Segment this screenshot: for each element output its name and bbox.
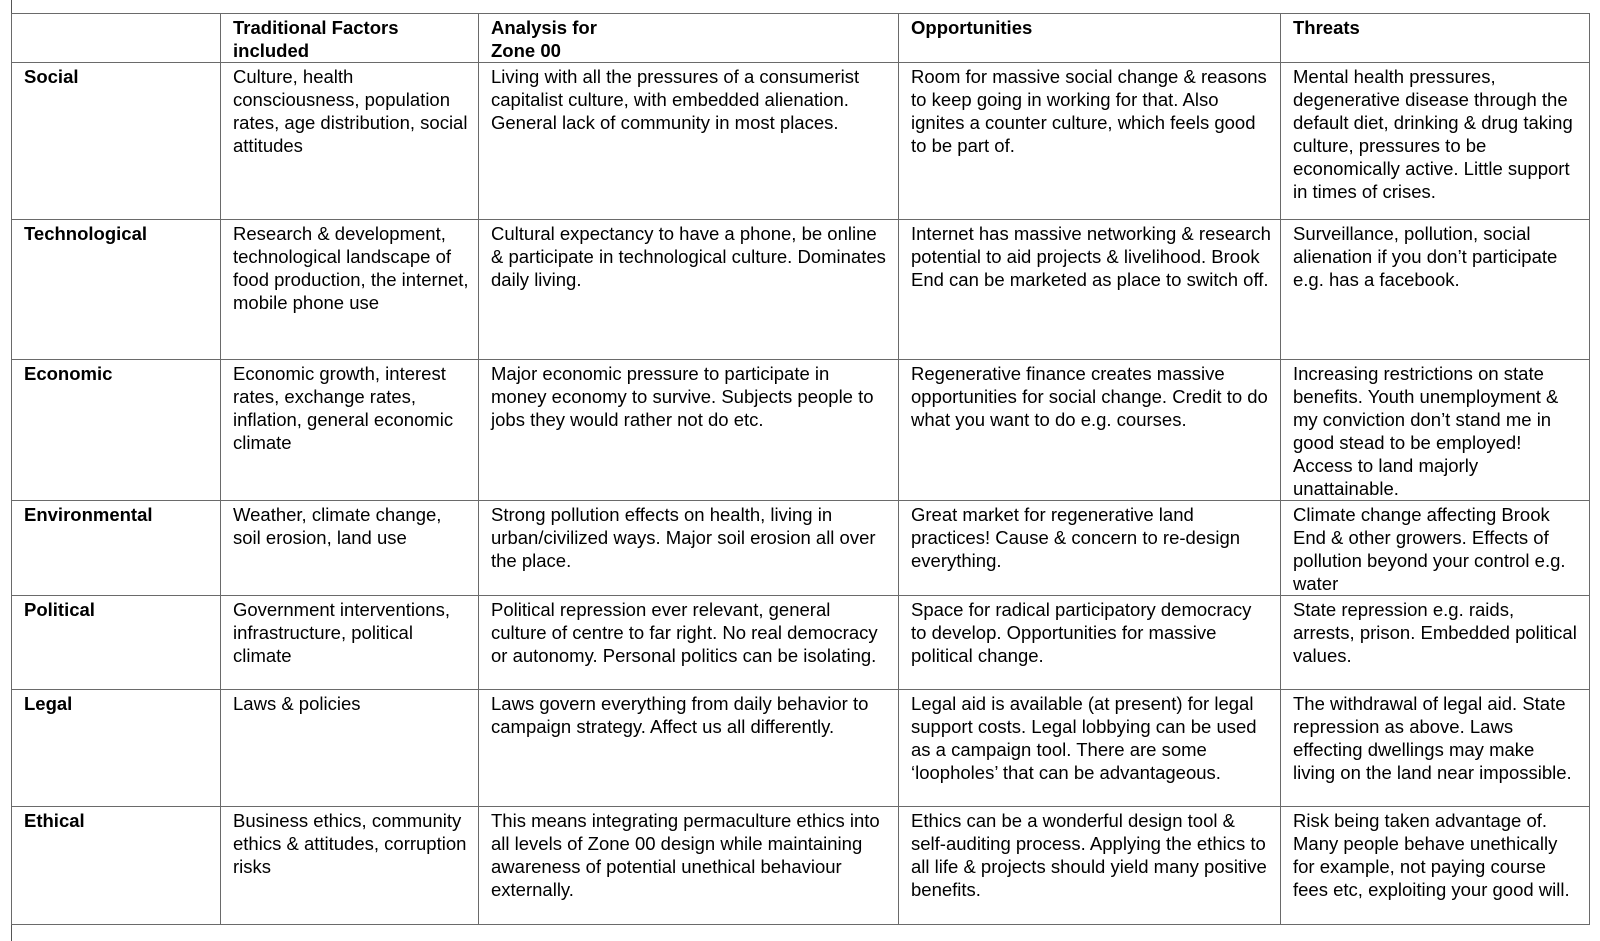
- threats-cell: Climate change affecting Brook End & other growers. Effects of pollution beyond your control e.g. water: [1281, 501, 1590, 596]
- traditional-factors-cell: Culture, health consciousness, population rates, age distribution, social attitudes: [221, 63, 479, 220]
- table-row-political: [12, 596, 1590, 690]
- left-margin-line-top: [11, 0, 12, 14]
- traditional-factors-cell: Research & development, technological landscape of food production, the internet, mobile phone use: [221, 220, 479, 360]
- opportunities-cell: Space for radical participatory democracy to develop. Opportunities for massive political change.: [899, 596, 1281, 690]
- traditional-factors-cell: Laws & policies: [221, 690, 479, 807]
- header-opportunities: Opportunities: [899, 14, 1281, 63]
- table-row-legal: [12, 690, 1590, 807]
- row-factor-label: Legal: [12, 690, 221, 807]
- analysis-cell: Cultural expectancy to have a phone, be online & participate in technological culture. Dominates daily living.: [479, 220, 899, 360]
- threats-cell: Surveillance, pollution, social alienation if you don’t participate e.g. has a facebook.: [1281, 220, 1590, 360]
- opportunities-cell: Legal aid is available (at present) for legal support costs. Legal lobbying can be used as a campaign tool. There are some ‘loopholes’ that can be advantageous.: [899, 690, 1281, 807]
- row-factor-label: Political: [12, 596, 221, 690]
- opportunities-cell: Great market for regenerative land practices! Cause & concern to re-design everything.: [899, 501, 1281, 596]
- analysis-cell: Laws govern everything from daily behavior to campaign strategy. Affect us all differently.: [479, 690, 899, 807]
- header-analysis: [479, 14, 899, 63]
- row-factor-label: Social: [12, 63, 221, 220]
- threats-cell: Increasing restrictions on state benefits. Youth unemployment & my conviction don’t stand me in good stead to be employed! Access to land majorly unattainable.: [1281, 360, 1590, 501]
- table-row-environmental: [12, 501, 1590, 596]
- header-row: [12, 14, 1590, 63]
- analysis-cell: Political repression ever relevant, general culture of centre to far right. No real democracy or autonomy. Personal politics can be isolating.: [479, 596, 899, 690]
- analysis-cell: Living with all the pressures of a consumerist capitalist culture, with embedded alienation. General lack of community in most places.: [479, 63, 899, 220]
- threats-cell: Mental health pressures, degenerative disease through the default diet, drinking & drug taking culture, pressures to be economically active. Little support in times of crises.: [1281, 63, 1590, 220]
- header-traditional-line1: Traditional Factors: [233, 17, 399, 38]
- threats-cell: The withdrawal of legal aid. State repression as above. Laws effecting dwellings may make living on the land near impossible.: [1281, 690, 1590, 807]
- threats-cell: Risk being taken advantage of. Many people behave unethically for example, not paying course fees etc, exploiting your good will.: [1281, 807, 1590, 925]
- table-row-ethical: [12, 807, 1590, 925]
- opportunities-cell: Ethics can be a wonderful design tool & self-auditing process. Applying the ethics to all life & projects should yield many positive benefits.: [899, 807, 1281, 925]
- table-row-technological: [12, 220, 1590, 360]
- row-factor-label: Ethical: [12, 807, 221, 925]
- header-analysis-line1: Analysis for: [491, 17, 597, 38]
- header-threats: Threats: [1281, 14, 1590, 63]
- traditional-factors-cell: Weather, climate change, soil erosion, land use: [221, 501, 479, 596]
- header-analysis-line2: Zone 00: [491, 40, 561, 61]
- traditional-factors-cell: Government interventions, infrastructure, political climate: [221, 596, 479, 690]
- header-traditional-line2: included: [233, 40, 310, 61]
- row-factor-label: Technological: [12, 220, 221, 360]
- opportunities-cell: Internet has massive networking & research potential to aid projects & livelihood. Brook End can be marketed as place to switch off.: [899, 220, 1281, 360]
- threats-cell: State repression e.g. raids, arrests, prison. Embedded political values.: [1281, 596, 1590, 690]
- pestle-analysis-table: [11, 13, 1590, 925]
- table-row-social: [12, 63, 1590, 220]
- row-factor-label: Environmental: [12, 501, 221, 596]
- analysis-cell: This means integrating permaculture ethics into all levels of Zone 00 design while maintaining awareness of potential unethical behaviour externally.: [479, 807, 899, 925]
- header-traditional-factors: [221, 14, 479, 63]
- table-row-economic: [12, 360, 1590, 501]
- header-corner-cell: [12, 14, 221, 63]
- analysis-cell: Strong pollution effects on health, living in urban/civilized ways. Major soil erosion all over the place.: [479, 501, 899, 596]
- traditional-factors-cell: Business ethics, community ethics & attitudes, corruption risks: [221, 807, 479, 925]
- row-factor-label: Economic: [12, 360, 221, 501]
- opportunities-cell: Regenerative finance creates massive opportunities for social change. Credit to do what you want to do e.g. courses.: [899, 360, 1281, 501]
- traditional-factors-cell: Economic growth, interest rates, exchange rates, inflation, general economic climate: [221, 360, 479, 501]
- opportunities-cell: Room for massive social change & reasons to keep going in working for that. Also ignites a counter culture, which feels good to be part of.: [899, 63, 1281, 220]
- analysis-cell: Major economic pressure to participate in money economy to survive. Subjects people to jobs they would rather not do etc.: [479, 360, 899, 501]
